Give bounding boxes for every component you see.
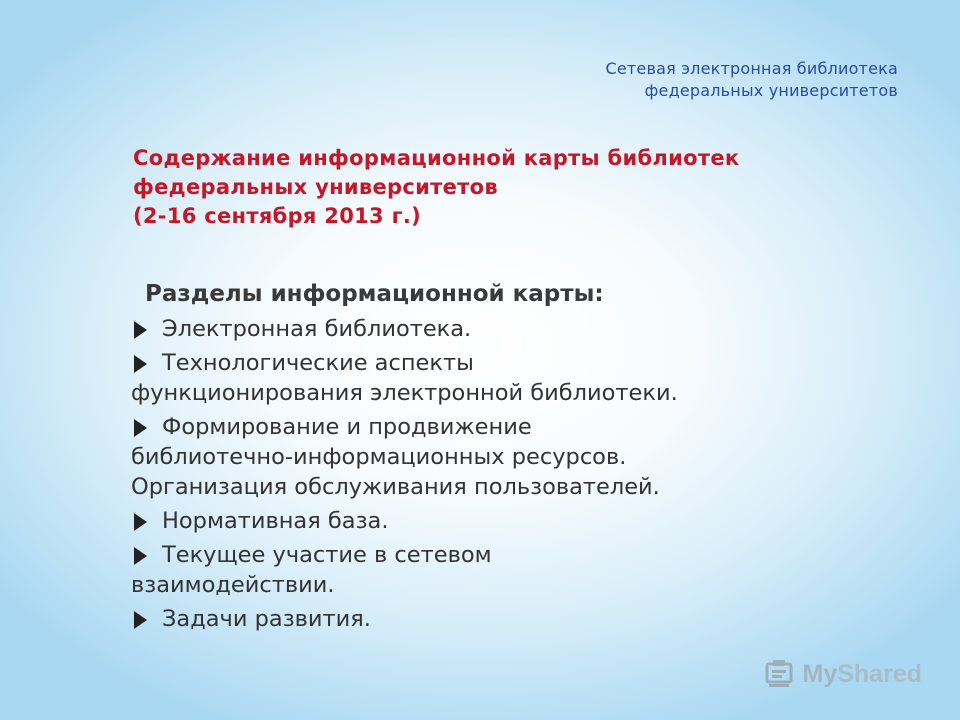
title-line-1: Содержание информационной карты библиотек bbox=[133, 146, 740, 170]
myshared-logo-icon bbox=[763, 656, 799, 692]
list-item bbox=[131, 604, 831, 634]
slide-title bbox=[133, 144, 853, 231]
watermark-text-my: My bbox=[802, 659, 838, 688]
list-item-text: библиотечно-информационных ресурсов. bbox=[131, 444, 627, 470]
list-item bbox=[131, 540, 831, 600]
list-item bbox=[131, 348, 831, 408]
list-item bbox=[131, 506, 831, 536]
title-line-2: федеральных университетов bbox=[133, 175, 498, 199]
title-line-3: (2-16 сентября 2013 г.) bbox=[133, 204, 422, 228]
list-item bbox=[131, 412, 831, 502]
list-item-text: взаимодействии. bbox=[131, 572, 335, 598]
list-item-text: Электронная библиотека. bbox=[162, 316, 472, 342]
slide-content bbox=[131, 278, 831, 638]
arrow-bullet-icon bbox=[134, 611, 147, 629]
arrow-bullet-icon bbox=[134, 547, 147, 565]
arrow-bullet-icon bbox=[134, 355, 147, 373]
watermark-text-shared: Shared bbox=[837, 659, 922, 688]
arrow-bullet-icon bbox=[134, 321, 147, 339]
slide-header bbox=[605, 58, 898, 102]
list-item-text: Задачи развития. bbox=[162, 606, 371, 632]
list-item-text: Организация обслуживания пользователей. bbox=[131, 474, 660, 500]
arrow-bullet-icon bbox=[134, 419, 147, 437]
myshared-watermark bbox=[763, 656, 923, 692]
arrow-bullet-icon bbox=[134, 513, 147, 531]
header-line-1: Сетевая электронная библиотека bbox=[605, 59, 898, 78]
list-item-text: Нормативная база. bbox=[162, 508, 389, 534]
sections-heading: Разделы информационной карты: bbox=[145, 281, 604, 307]
list-item-text: Формирование и продвижение bbox=[162, 414, 532, 440]
list-item bbox=[131, 314, 831, 344]
list-item-text: Текущее участие в сетевом bbox=[162, 542, 492, 568]
list-item-text: Технологические аспекты bbox=[162, 350, 474, 376]
header-line-2: федеральных университетов bbox=[644, 81, 898, 100]
list-item-text: функционирования электронной библиотеки. bbox=[131, 380, 678, 406]
